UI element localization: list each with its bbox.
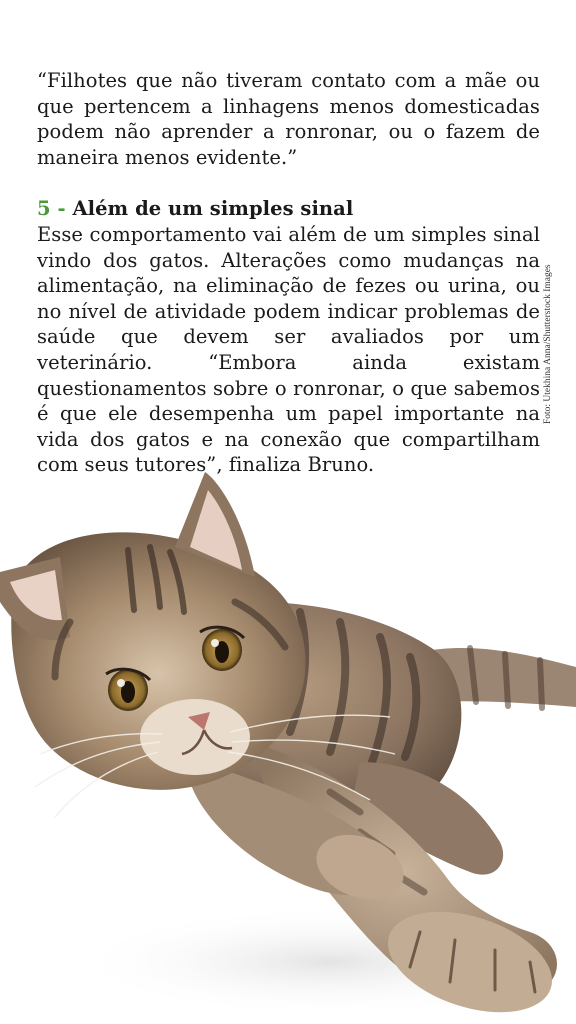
pull-quote: “Filhotes que não tiveram contato com a mãe ou que pertencem a linhagens menos domesticadas podem não aprender a ronronar, ou o fazem de maneira menos evidente.”	[37, 69, 540, 169]
article-text	[37, 68, 540, 478]
kitten-muzzle	[140, 699, 250, 775]
section-title: Além de um simples sinal	[72, 197, 354, 221]
section-body: Esse comportamento vai além de um simples sinal vindo dos gatos. Alterações como mudanças na alimentação, na eliminação de fezes ou urina, ou no nível de atividade podem indicar problemas de saúde que devem ser avaliados por um veterinário. “Embora ainda existam questionamentos sobre o ronronar, o que sabemos é que ele desempenha um papel importante na vida dos gatos e na conexão que compartilham com seus tutores”, finaliza Bruno.	[37, 222, 540, 477]
section-number: 5 -	[37, 197, 66, 221]
kitten-photo	[0, 462, 576, 1024]
section-heading	[37, 196, 540, 222]
photo-credit: Foto: Utekhina Anna/Shutterstock Images	[543, 264, 553, 424]
